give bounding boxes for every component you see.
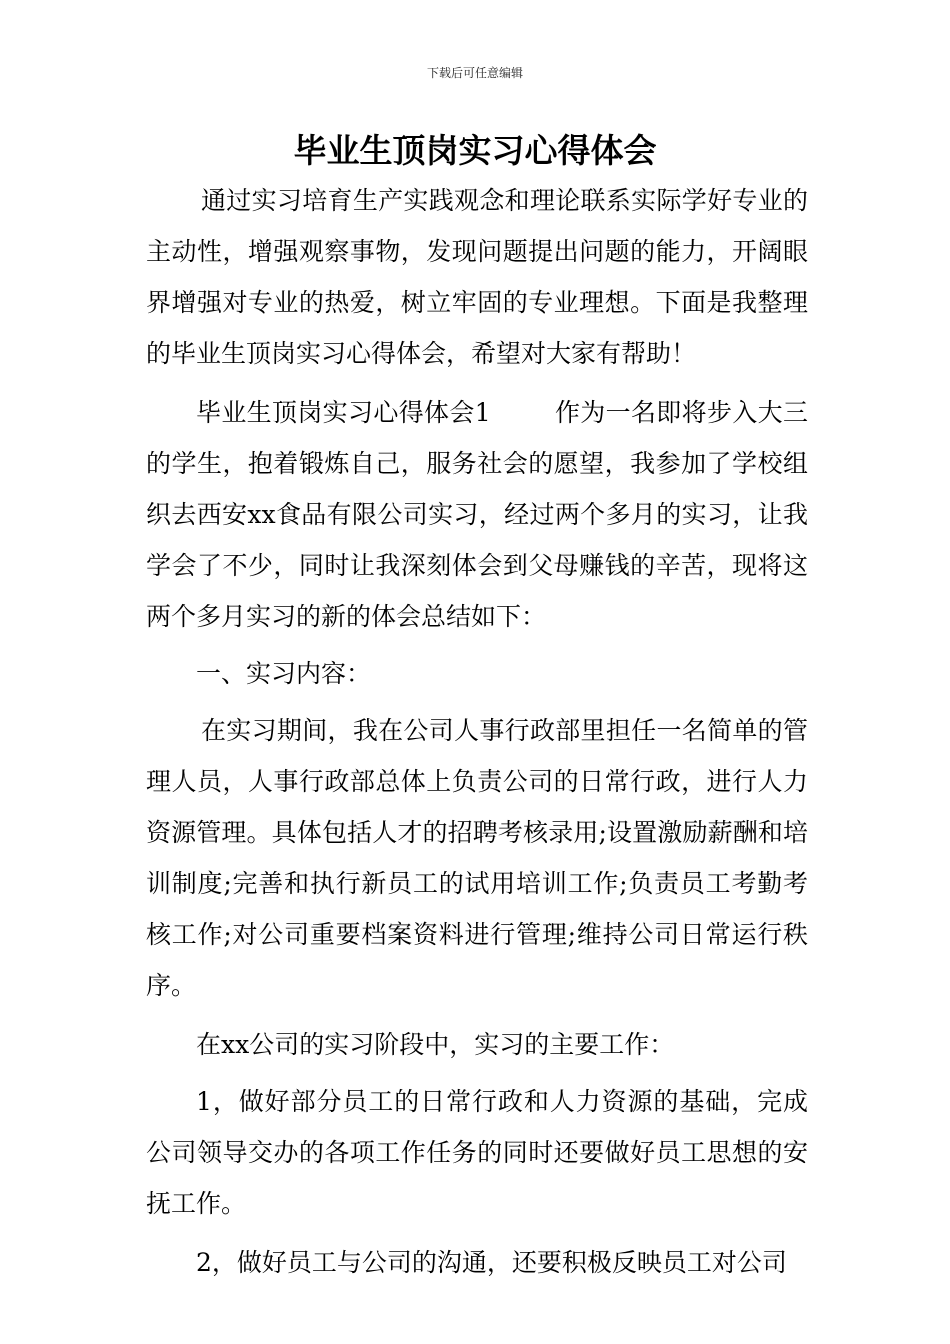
paragraph-heading-content: 一、实习内容： [196, 659, 372, 688]
header-note: 下载后可任意编辑 [426, 66, 523, 80]
paragraph-main-work: 在xx公司的实习阶段中，实习的主要工作： [196, 1030, 675, 1059]
section-heading: 毕业生顶岗实习心得体会1 [196, 398, 491, 427]
paragraph-intro: 通过实习培育生产实践观念和理论联系实际学好专业的主动性，增强观察事物，发现问题提出问题的能力，开阔眼界增强对专业的热爱，树立牢固的专业理想。下面是我整理的毕业生顶岗实习心得体会，希望对大家有帮助！ [146, 186, 808, 368]
paragraph-item-2: 2，做好员工与公司的沟通，还要积极反映员工对公司 [196, 1248, 787, 1277]
document-body [146, 175, 808, 1288]
paragraph-item-1: 1，做好部分员工的日常行政和人力资源的基础，完成公司领导交办的各项工作任务的同时还要做好员工思想的安抚工作。 [146, 1087, 808, 1218]
section-1-text: 作为一名即将步入大三的学生，抱着锻炼自己，服务社会的愿望，我参加了学校组织去西安xx食品有限公司实习，经过两个多月的实习，让我学会了不少，同时让我深刻体会到父母赚钱的辛苦，现将这两个多月实习的新的体会总结如下： [146, 398, 808, 631]
paragraph-content-detail: 在实习期间，我在公司人事行政部里担任一名简单的管理人员，人事行政部总体上负责公司的日常行政，进行人力资源管理。具体包括人才的招聘考核录用;设置激励薪酬和培训制度;完善和执行新员工的试用培训工作;负责员工考勤考核工作;对公司重要档案资料进行管理;维持公司日常运行秩序。 [146, 716, 808, 1000]
document-title: 毕业生顶岗实习心得体会 [293, 131, 657, 170]
paragraph-section-1 [146, 387, 808, 642]
